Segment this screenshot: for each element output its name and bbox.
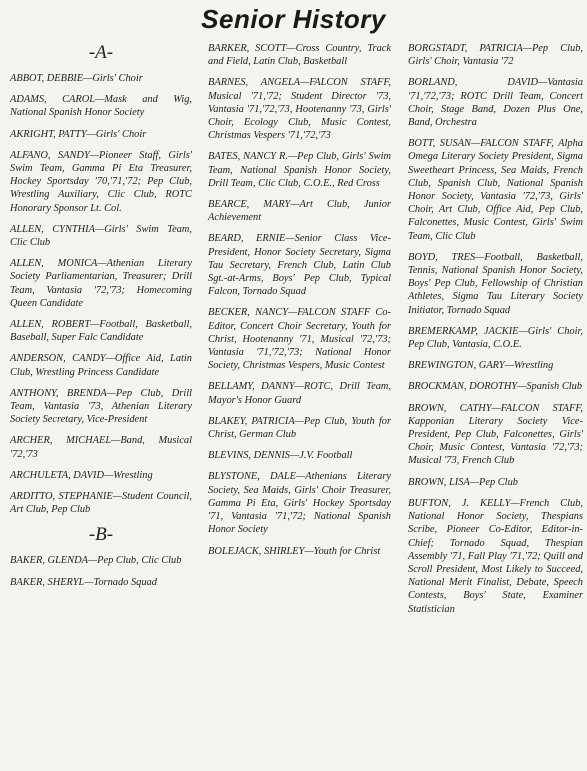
senior-entry: ABBOT, DEBBIE—Girls' Choir bbox=[10, 73, 143, 84]
section-letter-a: -A- bbox=[88, 42, 114, 63]
senior-entry: BEARD, ERNIE—Senior Class Vice-President, Honor Society Secretary, Sigma Tau Secretary, French Club, Latin Club Sgt.-at-Arms, Boys' Pep Club, Typical Falcon, Tornado Squad bbox=[208, 233, 391, 298]
senior-entry: BOLEJACK, SHIRLEY—Youth for Christ bbox=[208, 545, 381, 557]
senior-entry: BLAKEY, PATRICIA—Pep Club, Youth for Christ, German Club bbox=[208, 415, 391, 441]
senior-entry: AKRIGHT, PATTY—Girls' Choir bbox=[10, 128, 147, 140]
senior-entry: BORLAND, DAVID—Vantasia '71,'72,'73; ROTC Drill Team, Concert Choir, Stage Band, Dozen Plus One, Band, Orchestra bbox=[408, 77, 583, 129]
page-title: Senior History bbox=[201, 4, 386, 34]
senior-entry: ARCHULETA, DAVID—Wrestling bbox=[10, 469, 153, 481]
senior-entry: BOYD, TRES—Football, Basketball, Tennis, National Spanish Honor Society, Boys' Pep Club, Fellowship of Christian Athletes, Sigma Tau Literary Society Initiator, Tornado Squad bbox=[408, 251, 583, 316]
section-letter-b: -B- bbox=[88, 524, 114, 546]
senior-entry: BREMERKAMP, JACKIE—Girls' Choir, Pep Club, Vantasia, C.O.E. bbox=[408, 325, 583, 351]
senior-entry: BEARCE, MARY—Art Club, Junior Achievement bbox=[208, 199, 391, 224]
senior-entry: BROWN, LISA—Pep Club bbox=[408, 476, 518, 488]
senior-entry: ANTHONY, BRENDA—Pep Club, Drill Team, Vantasia '73, Athenian Literary Society Secretary, Vice-President bbox=[10, 387, 192, 426]
senior-entry: BREWINGTON, GARY—Wrestling bbox=[408, 360, 554, 372]
senior-entry: BELLAMY, DANNY—ROTC, Drill Team, Mayor's Honor Guard bbox=[208, 381, 391, 406]
senior-entry: ARCHER, MICHAEL—Band, Musical '72,'73 bbox=[10, 435, 192, 460]
column-1 bbox=[10, 42, 192, 597]
senior-entry: BAKER, SHERYL—Tornado Squad bbox=[10, 576, 157, 588]
senior-entry: BATES, NANCY R.—Pep Club, Girls' Swim Team, National Spanish Honor Society, Drill Team, Clic Club, C.O.E., Red Cross bbox=[208, 151, 391, 189]
column-3 bbox=[408, 42, 583, 624]
senior-entry: BARNES, ANGELA—FALCON STAFF, Musical '71,'72; Student Director '73, Vantasia '71,'72,'73, Hootenanny '73, Girls' Choir, Ecology Club, Music Contest, Christmas Vespers '71,'72,'73 bbox=[208, 77, 391, 142]
senior-entry: ALLEN, MONICA—Athenian Literary Society Parliamentarian, Treasurer; Drill Team, Vantasia '72,'73; Homecoming Queen Candidate bbox=[10, 258, 192, 309]
senior-entry: BAKER, GLENDA—Pep Club, Clic Club bbox=[10, 555, 182, 567]
senior-entry: BROWN, CATHY—FALCON STAFF, Kapponian Literary Society Vice-President, Pep Club, Falconettes, Girls' Choir, Music Contest, Vantasia '72,'73; Musical '73, French Club bbox=[408, 402, 583, 467]
column-2 bbox=[208, 42, 391, 566]
senior-entry: BLEVINS, DENNIS—J.V. Football bbox=[208, 450, 353, 462]
senior-entry: ALLEN, ROBERT—Football, Basketball, Baseball, Super Falc Candidate bbox=[10, 319, 192, 344]
senior-entry: BROCKMAN, DOROTHY—Spanish Club bbox=[408, 381, 583, 393]
senior-entry: ALLEN, CYNTHIA—Girls' Swim Team, Clic Club bbox=[10, 223, 192, 249]
senior-entry: ADAMS, CAROL—Mask and Wig, National Spanish Honor Society bbox=[10, 94, 192, 119]
senior-entry: ANDERSON, CANDY—Office Aid, Latin Club, Wrestling Princess Candidate bbox=[10, 353, 192, 378]
senior-entry: BLYSTONE, DALE—Athenians Literary Society, Sea Maids, Girls' Choir Treasurer, Gamma Pi Eta, Girls' Hockey Sportsday '71, Vantasia '71,'72; National Spanish Honor Society bbox=[208, 471, 391, 536]
senior-entry: ALFANO, SANDY—Pioneer Staff, Girls' Swim Team, Gamma Pi Eta Treasurer, Hockey Sportsday '70,'71,'72; Pep Club, Wrestling Auxiliary, Clic Club, ROTC Honorary Sponsor Lt. Col. bbox=[10, 149, 192, 214]
senior-entry: BOTT, SUSAN—FALCON STAFF, Alpha Omega Literary Society President, Sigma Sweetheart Princess, Sea Maids, French Club, Spanish Club, National Spanish Honor Society, Vantasia '72,'73, Girls' Choir, Art Club, Office Aid, Pep Club, Falconettes, Music Contest, Girls' Swim Team, Clic Club bbox=[408, 138, 583, 242]
senior-entry: BARKER, SCOTT—Cross Country, Track and Field, Latin Club, Basketball bbox=[208, 43, 391, 68]
senior-entry: ARDITTO, STEPHANIE—Student Council, Art Club, Pep Club bbox=[10, 491, 192, 516]
senior-entry: BORGSTADT, PATRICIA—Pep Club, Girls' Choir, Vantasia '72 bbox=[408, 43, 583, 68]
senior-entry: BECKER, NANCY—FALCON STAFF Co-Editor, Concert Choir Secretary, Youth for Christ, Hootenanny '71, Musical '72,'73; Vantasia '71,'72,'73; National Honor Society, Christmas Vespers, Music Contest bbox=[208, 307, 391, 372]
senior-entry: BUFTON, J. KELLY—French Club, National Honor Society, Thespians Scribe, Pioneer Co-Editor, Editor-in-Chief; Tornado Squad, Thespian Assembly '71, Fall Play '71,'72; Quill and Scroll President, Most Likely to Succeed, National Merit Finalist, Debate, Speech Contests, Boys' State, Examiner Statistician bbox=[408, 497, 583, 615]
